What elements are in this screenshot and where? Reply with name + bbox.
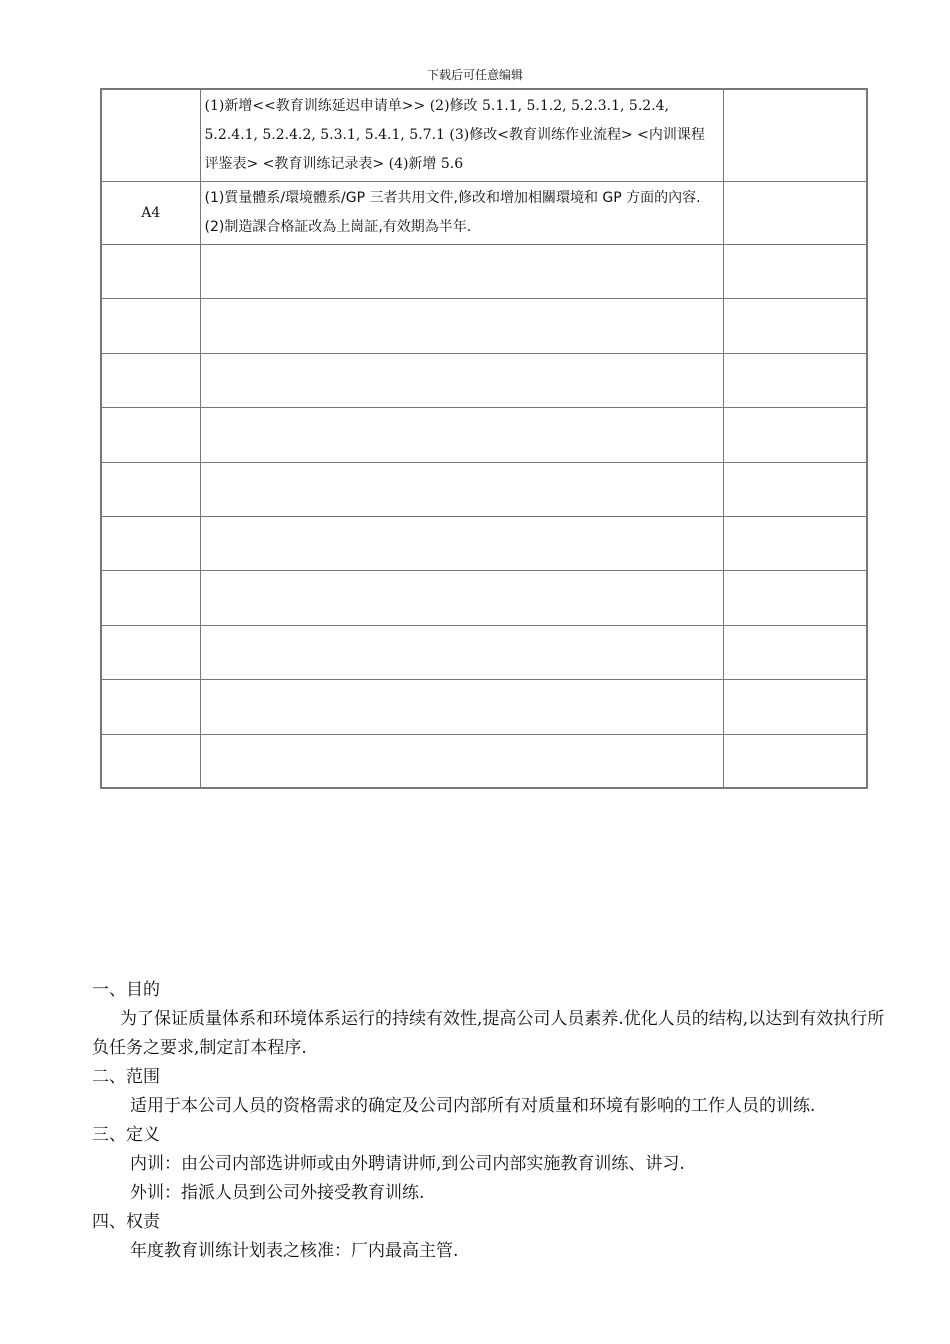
table-row — [101, 462, 867, 516]
table-row — [101, 353, 867, 407]
table-row — [101, 245, 867, 299]
table-row — [101, 299, 867, 353]
revision-history-table — [100, 88, 868, 789]
section-text-purpose: 为了保证质量体系和环境体系运行的持续有效性,提高公司人员素养.优化人员的结构,以达到有效执行所负任务之要求,制定訂本程序. — [92, 1009, 885, 1058]
empty-cell — [723, 353, 867, 407]
section-heading-purpose: 一、目的 — [92, 980, 160, 1000]
empty-cell — [101, 625, 200, 679]
section-heading-definition: 三、定义 — [92, 1125, 160, 1145]
table-row — [101, 680, 867, 734]
table-row — [101, 516, 867, 570]
empty-cell — [200, 462, 723, 516]
empty-cell — [101, 571, 200, 625]
empty-cell — [101, 408, 200, 462]
table-row — [101, 89, 867, 182]
empty-cell — [200, 353, 723, 407]
section-heading-responsibility: 四、权责 — [92, 1212, 160, 1232]
empty-cell — [200, 625, 723, 679]
empty-cell — [101, 462, 200, 516]
empty-cell — [723, 462, 867, 516]
revision-note-cell — [723, 89, 867, 182]
header-note: 下载后可任意编辑 — [426, 68, 523, 82]
empty-cell — [723, 734, 867, 788]
empty-cell — [200, 245, 723, 299]
revision-note-cell — [723, 182, 867, 245]
empty-cell — [101, 353, 200, 407]
version-cell: A4 — [101, 182, 200, 245]
table-row — [101, 625, 867, 679]
section-text-scope: 适用于本公司人员的资格需求的确定及公司内部所有对质量和环境有影响的工作人员的训练. — [130, 1096, 816, 1116]
empty-cell — [200, 680, 723, 734]
revision-content-cell: (1)新增<<教育训练延迟申请单>> (2)修改 5.1.1, 5.1.2, 5.2.3.1, 5.2.4, 5.2.4.1, 5.2.4.2, 5.3.1, 5.4.1, 5.7.1 (3)修改<教育训练作业流程> <内训课程评鉴表> <教育训练记录表> (4)新增 5.6 — [200, 89, 723, 182]
empty-cell — [723, 408, 867, 462]
empty-cell — [200, 516, 723, 570]
empty-cell — [723, 680, 867, 734]
definition-external-training: 外训：指派人员到公司外接受教育训练. — [130, 1183, 425, 1203]
empty-cell — [723, 571, 867, 625]
procedure-body — [92, 976, 892, 1266]
empty-cell — [723, 245, 867, 299]
empty-cell — [101, 734, 200, 788]
empty-cell — [723, 299, 867, 353]
definition-internal-training: 内训：由公司内部选讲师或由外聘请讲师,到公司内部实施教育训练、讲习. — [130, 1154, 685, 1174]
empty-cell — [723, 516, 867, 570]
table-row — [101, 408, 867, 462]
empty-cell — [101, 516, 200, 570]
table-row — [101, 734, 867, 788]
table-row — [101, 182, 867, 245]
empty-cell — [723, 625, 867, 679]
empty-cell — [101, 299, 200, 353]
section-heading-scope: 二、范围 — [92, 1067, 160, 1087]
empty-cell — [200, 408, 723, 462]
table-row — [101, 571, 867, 625]
empty-cell — [101, 245, 200, 299]
responsibility-text: 年度教育训练计划表之核准：厂内最高主管. — [130, 1241, 459, 1261]
revision-content-cell: (1)質量體系/環境體系/GP 三者共用文件,修改和增加相關環境和 GP 方面的內容.(2)制造課合格証改為上崗証,有效期為半年. — [200, 182, 723, 245]
empty-cell — [101, 680, 200, 734]
empty-cell — [200, 571, 723, 625]
empty-cell — [200, 299, 723, 353]
empty-cell — [200, 734, 723, 788]
version-cell — [101, 89, 200, 182]
